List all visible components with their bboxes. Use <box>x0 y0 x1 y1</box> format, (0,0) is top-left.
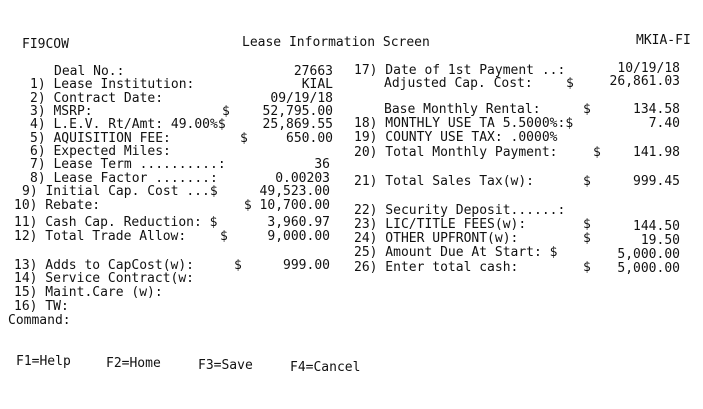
lease-factor-label[interactable]: 8) Lease Factor .......: <box>30 171 218 186</box>
adjusted-cap-cost-label: Adjusted Cap. Cost: <box>384 76 533 91</box>
lic-title-fees-value[interactable]: 144.50 <box>633 219 680 234</box>
base-monthly-rental-value: 134.58 <box>633 102 680 117</box>
lev-value[interactable]: 25,869.55 <box>262 117 333 132</box>
contract-date-label[interactable]: 2) Contract Date: <box>30 91 164 106</box>
cash-cap-reduction-label[interactable]: 11) Cash Cap. Reduction: $ <box>14 215 218 230</box>
command-label: Command: <box>8 313 71 328</box>
adds-to-capcost-value[interactable]: 999.00 <box>283 258 330 273</box>
contract-date-value[interactable]: 09/19/18 <box>270 91 333 106</box>
lease-institution-label[interactable]: 1) Lease Institution: <box>30 77 195 92</box>
total-trade-allow-label[interactable]: 12) Total Trade Allow: <box>14 229 187 244</box>
lic-title-fees-label[interactable]: 23) LIC/TITLE FEES(w): <box>354 217 527 232</box>
monthly-use-tax-label[interactable]: 18) MONTHLY USE TA 5.5000%:$ <box>354 116 574 131</box>
total-monthly-currency: $ <box>593 145 601 160</box>
lev-label[interactable]: 4) L.E.V. Rt/Amt: 49.00%$ <box>30 117 226 132</box>
other-upfront-label[interactable]: 24) OTHER UPFRONT(w): <box>354 231 519 246</box>
lease-factor-value[interactable]: 0.00203 <box>275 171 330 186</box>
adds-to-capcost-label[interactable]: 13) Adds to CapCost(w): <box>14 258 195 273</box>
adds-capcost-currency: $ <box>234 258 242 273</box>
acquisition-fee-value[interactable]: 650.00 <box>286 131 333 146</box>
enter-total-cash-label[interactable]: 26) Enter total cash: <box>354 260 519 275</box>
total-sales-tax-currency: $ <box>583 174 591 189</box>
amount-due-at-start-value[interactable]: 5,000.00 <box>617 247 680 262</box>
msrp-label[interactable]: 3) MSRP: <box>30 104 93 119</box>
expected-miles-label[interactable]: 6) Expected Miles: <box>30 144 171 159</box>
maint-care-label[interactable]: 15) Maint.Care (w): <box>14 285 163 300</box>
total-monthly-payment-value[interactable]: 141.98 <box>633 145 680 160</box>
initial-cap-cost-value[interactable]: 49,523.00 <box>259 184 330 199</box>
acquisition-fee-label[interactable]: 5) AQUISITION FEE: <box>30 131 171 146</box>
other-upfront-currency: $ <box>583 231 591 246</box>
lease-term-label[interactable]: 7) Lease Term ..........: <box>30 157 226 172</box>
rebate-value[interactable]: $ 10,700.00 <box>243 198 330 213</box>
f4-cancel-key[interactable]: F4=Cancel <box>290 360 361 375</box>
monthly-use-tax-value[interactable]: 7.40 <box>648 116 680 131</box>
deal-no-label: Deal No.: <box>54 64 125 79</box>
cash-cap-reduction-value[interactable]: 3,960.97 <box>267 215 330 230</box>
initial-cap-cost-label[interactable]: 9) Initial Cap. Cost ...$ <box>22 184 218 199</box>
security-deposit-label[interactable]: 22) Security Deposit......: <box>354 203 566 218</box>
rebate-label[interactable]: 10) Rebate: <box>14 198 101 213</box>
tw-label[interactable]: 16) TW: <box>14 299 69 314</box>
page-title: Lease Information Screen <box>242 35 430 50</box>
total-trade-allow-value[interactable]: 9,000.00 <box>267 229 330 244</box>
total-sales-tax-label[interactable]: 21) Total Sales Tax(w): <box>354 174 535 189</box>
f2-home-key[interactable]: F2=Home <box>106 356 161 371</box>
acquisition-fee-currency: $ <box>240 131 248 146</box>
base-monthly-rental-label: Base Monthly Rental: <box>384 102 541 117</box>
f3-save-key[interactable]: F3=Save <box>198 358 253 373</box>
base-rental-currency: $ <box>583 102 591 117</box>
lic-title-currency: $ <box>583 217 591 232</box>
county-use-tax-label[interactable]: 19) COUNTY USE TAX: .0000% <box>354 130 558 145</box>
first-payment-date-value[interactable]: 10/19/18 <box>617 61 680 76</box>
trade-allow-currency: $ <box>220 229 228 244</box>
msrp-currency: $ <box>222 104 230 119</box>
f1-help-key[interactable]: F1=Help <box>16 354 71 369</box>
screen-code: MKIA-FI <box>636 33 691 48</box>
command-input[interactable] <box>48 314 448 328</box>
adjusted-cap-cost-value: 26,861.03 <box>609 74 680 89</box>
screen-id: FI9COW <box>22 37 69 52</box>
adjusted-cap-cost-currency: $ <box>566 76 574 91</box>
total-monthly-payment-label[interactable]: 20) Total Monthly Payment: <box>354 145 558 160</box>
amount-due-at-start-label[interactable]: 25) Amount Due At Start: $ <box>354 245 558 260</box>
total-sales-tax-value[interactable]: 999.45 <box>633 174 680 189</box>
other-upfront-value[interactable]: 19.50 <box>640 233 680 248</box>
deal-no-value: 27663 <box>293 64 333 79</box>
first-payment-date-label[interactable]: 17) Date of 1st Payment ..: <box>354 63 566 78</box>
enter-total-cash-value[interactable]: 5,000.00 <box>617 261 680 276</box>
msrp-value[interactable]: 52,795.00 <box>262 104 333 119</box>
lease-term-value[interactable]: 36 <box>314 157 330 172</box>
service-contract-label[interactable]: 14) Service Contract(w: <box>14 271 195 286</box>
enter-total-cash-currency: $ <box>583 260 591 275</box>
lease-institution-value[interactable]: KIAL <box>301 77 333 92</box>
